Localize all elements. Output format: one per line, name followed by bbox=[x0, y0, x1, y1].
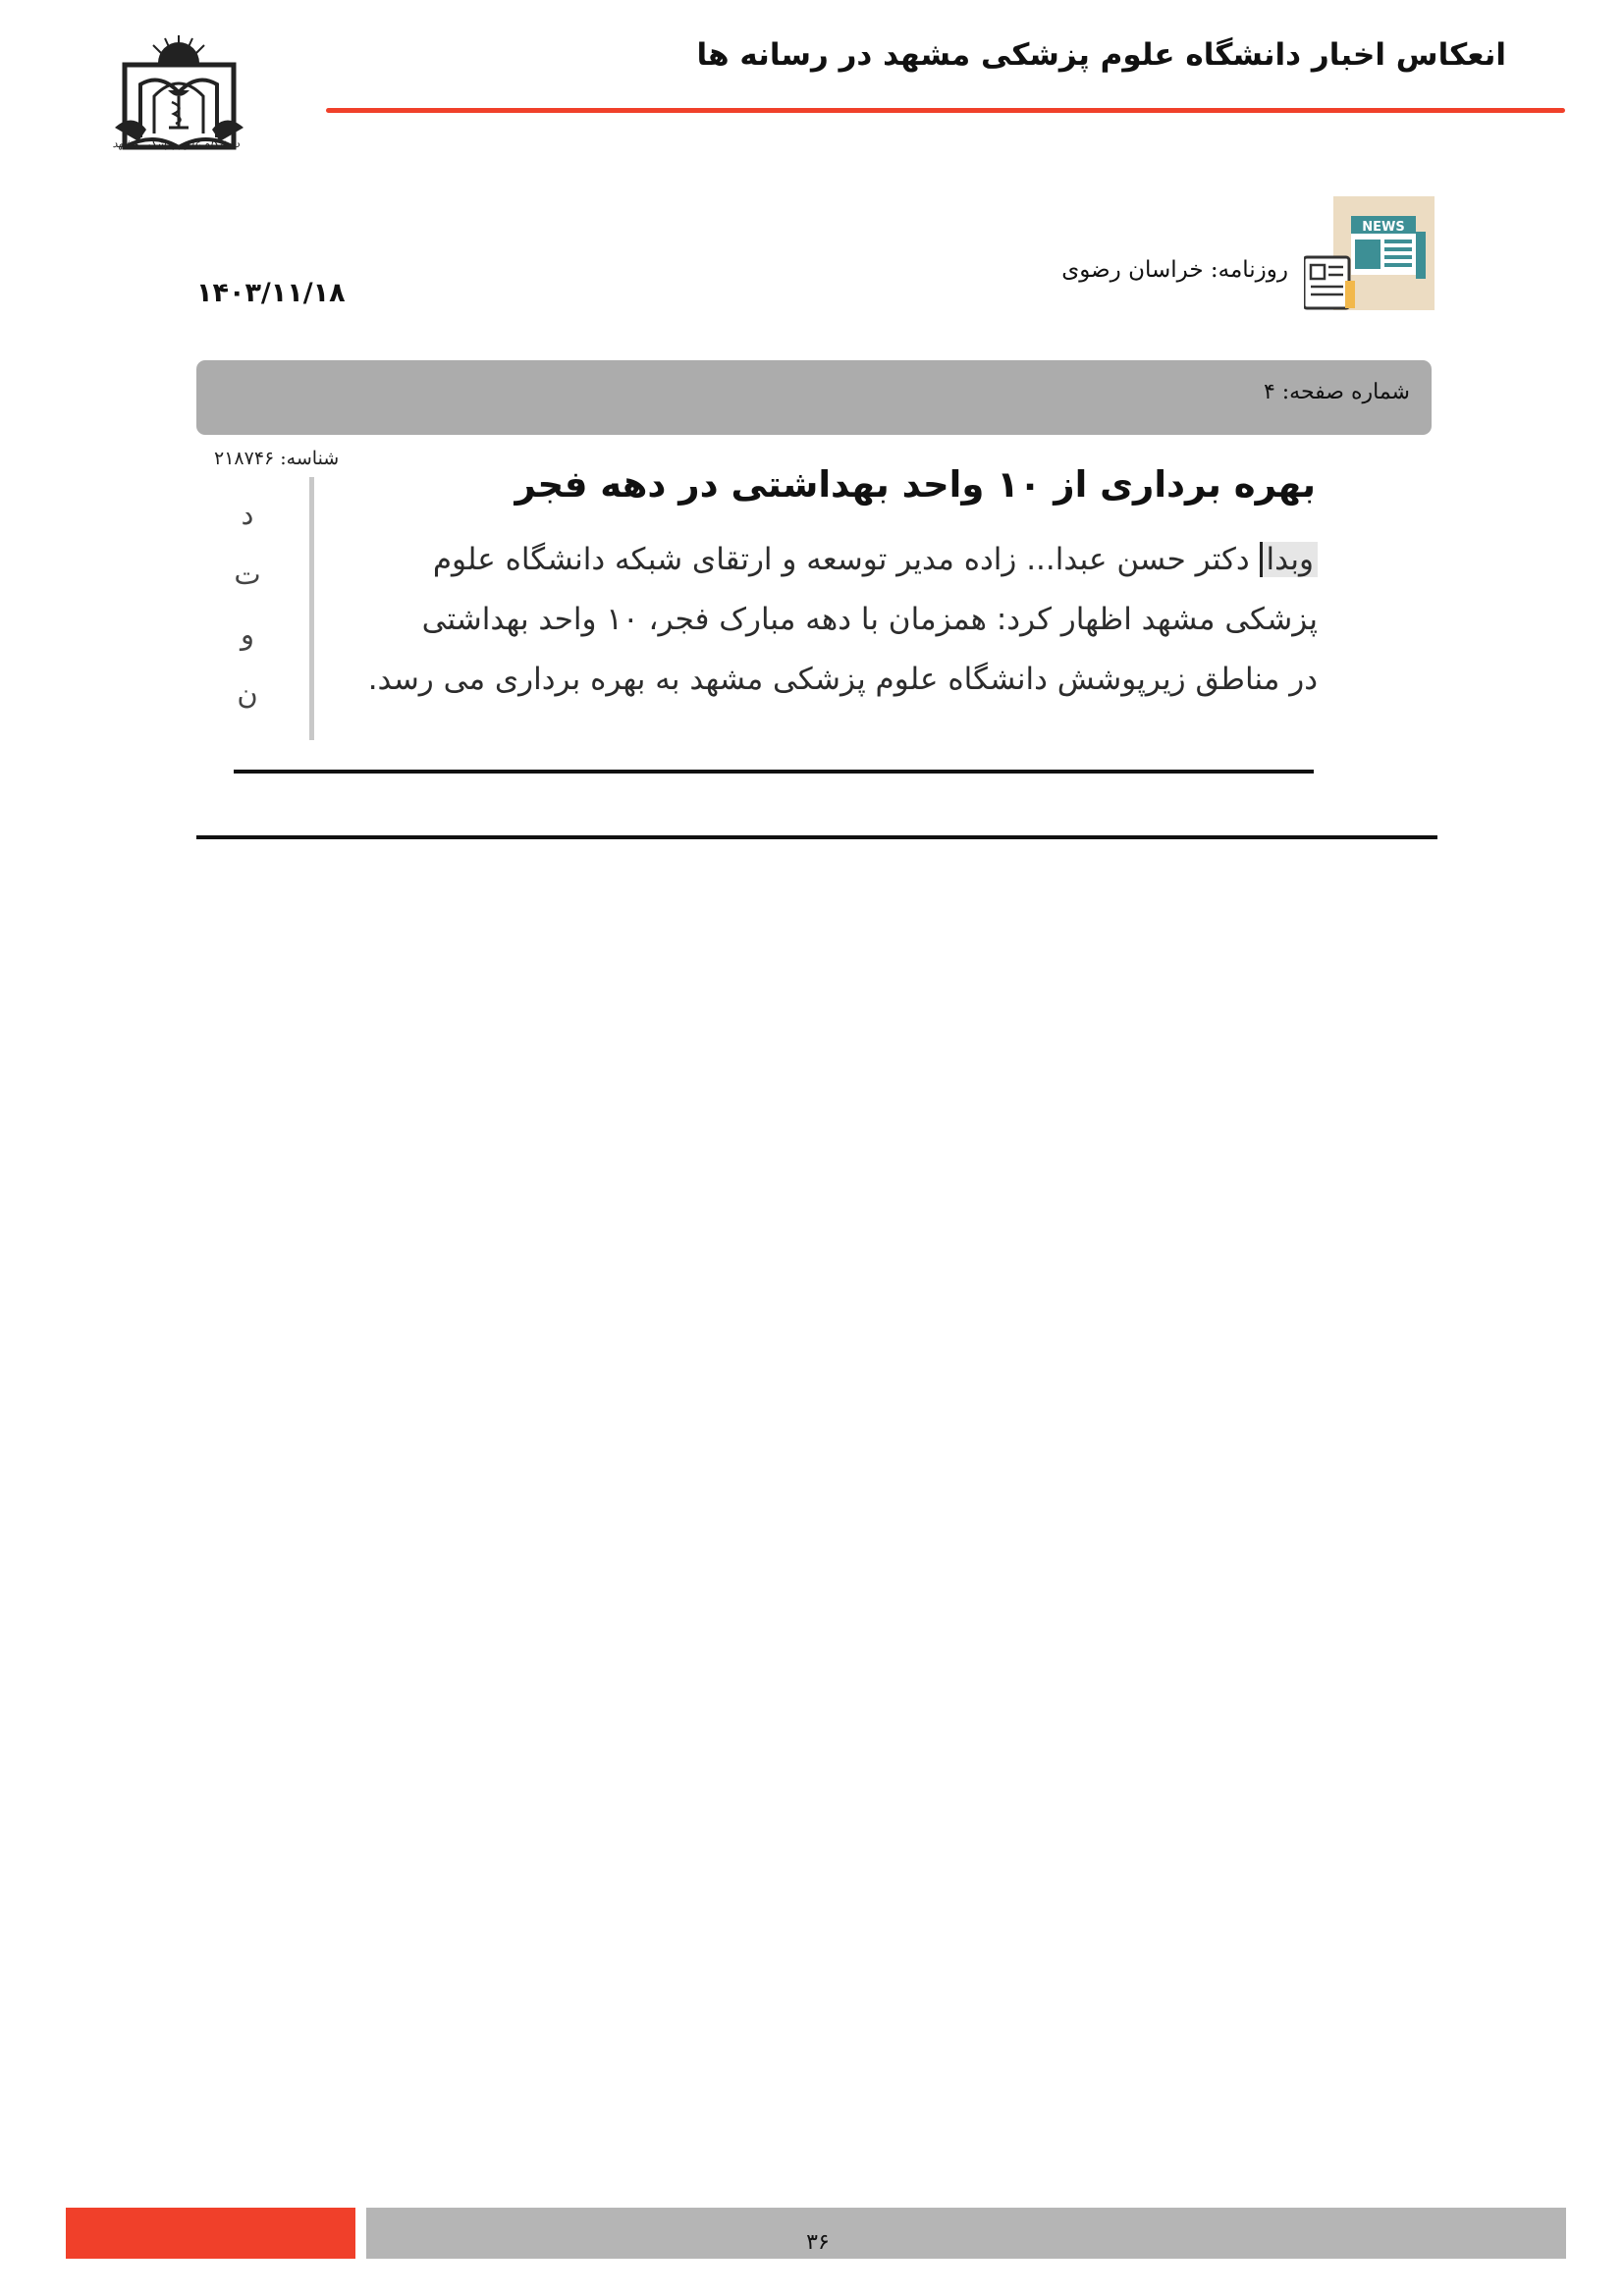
side-letter: ن bbox=[237, 677, 258, 711]
publish-date: ۱۴۰۳/۱۱/۱۸ bbox=[196, 278, 346, 308]
newspaper-label: روزنامه: خراسان رضوی bbox=[1061, 257, 1288, 283]
column-divider bbox=[309, 477, 314, 740]
page-number: ۳۶ bbox=[806, 2230, 830, 2255]
article-bottom-rule bbox=[234, 770, 1314, 774]
footer-bar bbox=[366, 2208, 1566, 2259]
clipping-id: شناسه: ۲۱۸۷۴۶ bbox=[214, 448, 340, 469]
side-letter: و bbox=[240, 617, 254, 651]
page-number-bar bbox=[196, 360, 1432, 435]
newspaper-icon bbox=[1304, 196, 1435, 310]
highlighted-source: وبدا bbox=[1260, 542, 1318, 577]
logo-caption: دانشگاه علوم پزشکی مشهد bbox=[112, 137, 240, 150]
body-text: دکتر حسن عبدا... زاده مدیر توسعه و ارتقای شبکه دانشگاه علوم bbox=[432, 542, 1260, 577]
adjacent-column-fragment bbox=[228, 485, 267, 724]
newspaper-page-number: شماره صفحه: ۴ bbox=[1263, 380, 1410, 404]
news-badge-text: NEWS bbox=[1362, 220, 1405, 235]
section-divider bbox=[196, 835, 1437, 839]
side-letter: ت bbox=[234, 558, 261, 591]
side-letter: د bbox=[241, 498, 254, 531]
footer-accent-block bbox=[66, 2208, 355, 2259]
article-body-line bbox=[355, 542, 1318, 577]
header-accent-rule bbox=[326, 108, 1565, 113]
article-body-line: پزشکی مشهد اظهار کرد: همزمان با دهه مبارک فجر، ۱۰ واحد بهداشتی bbox=[421, 602, 1318, 637]
article-body-line: در مناطق زیرپوشش دانشگاه علوم پزشکی مشهد به بهره برداری می رسد. bbox=[367, 662, 1318, 697]
report-title: انعکاس اخبار دانشگاه علوم پزشکی مشهد در رسانه ها bbox=[696, 37, 1506, 73]
article-headline: بهره برداری از ۱۰ واحد بهداشتی در دهه فجر bbox=[514, 463, 1316, 506]
